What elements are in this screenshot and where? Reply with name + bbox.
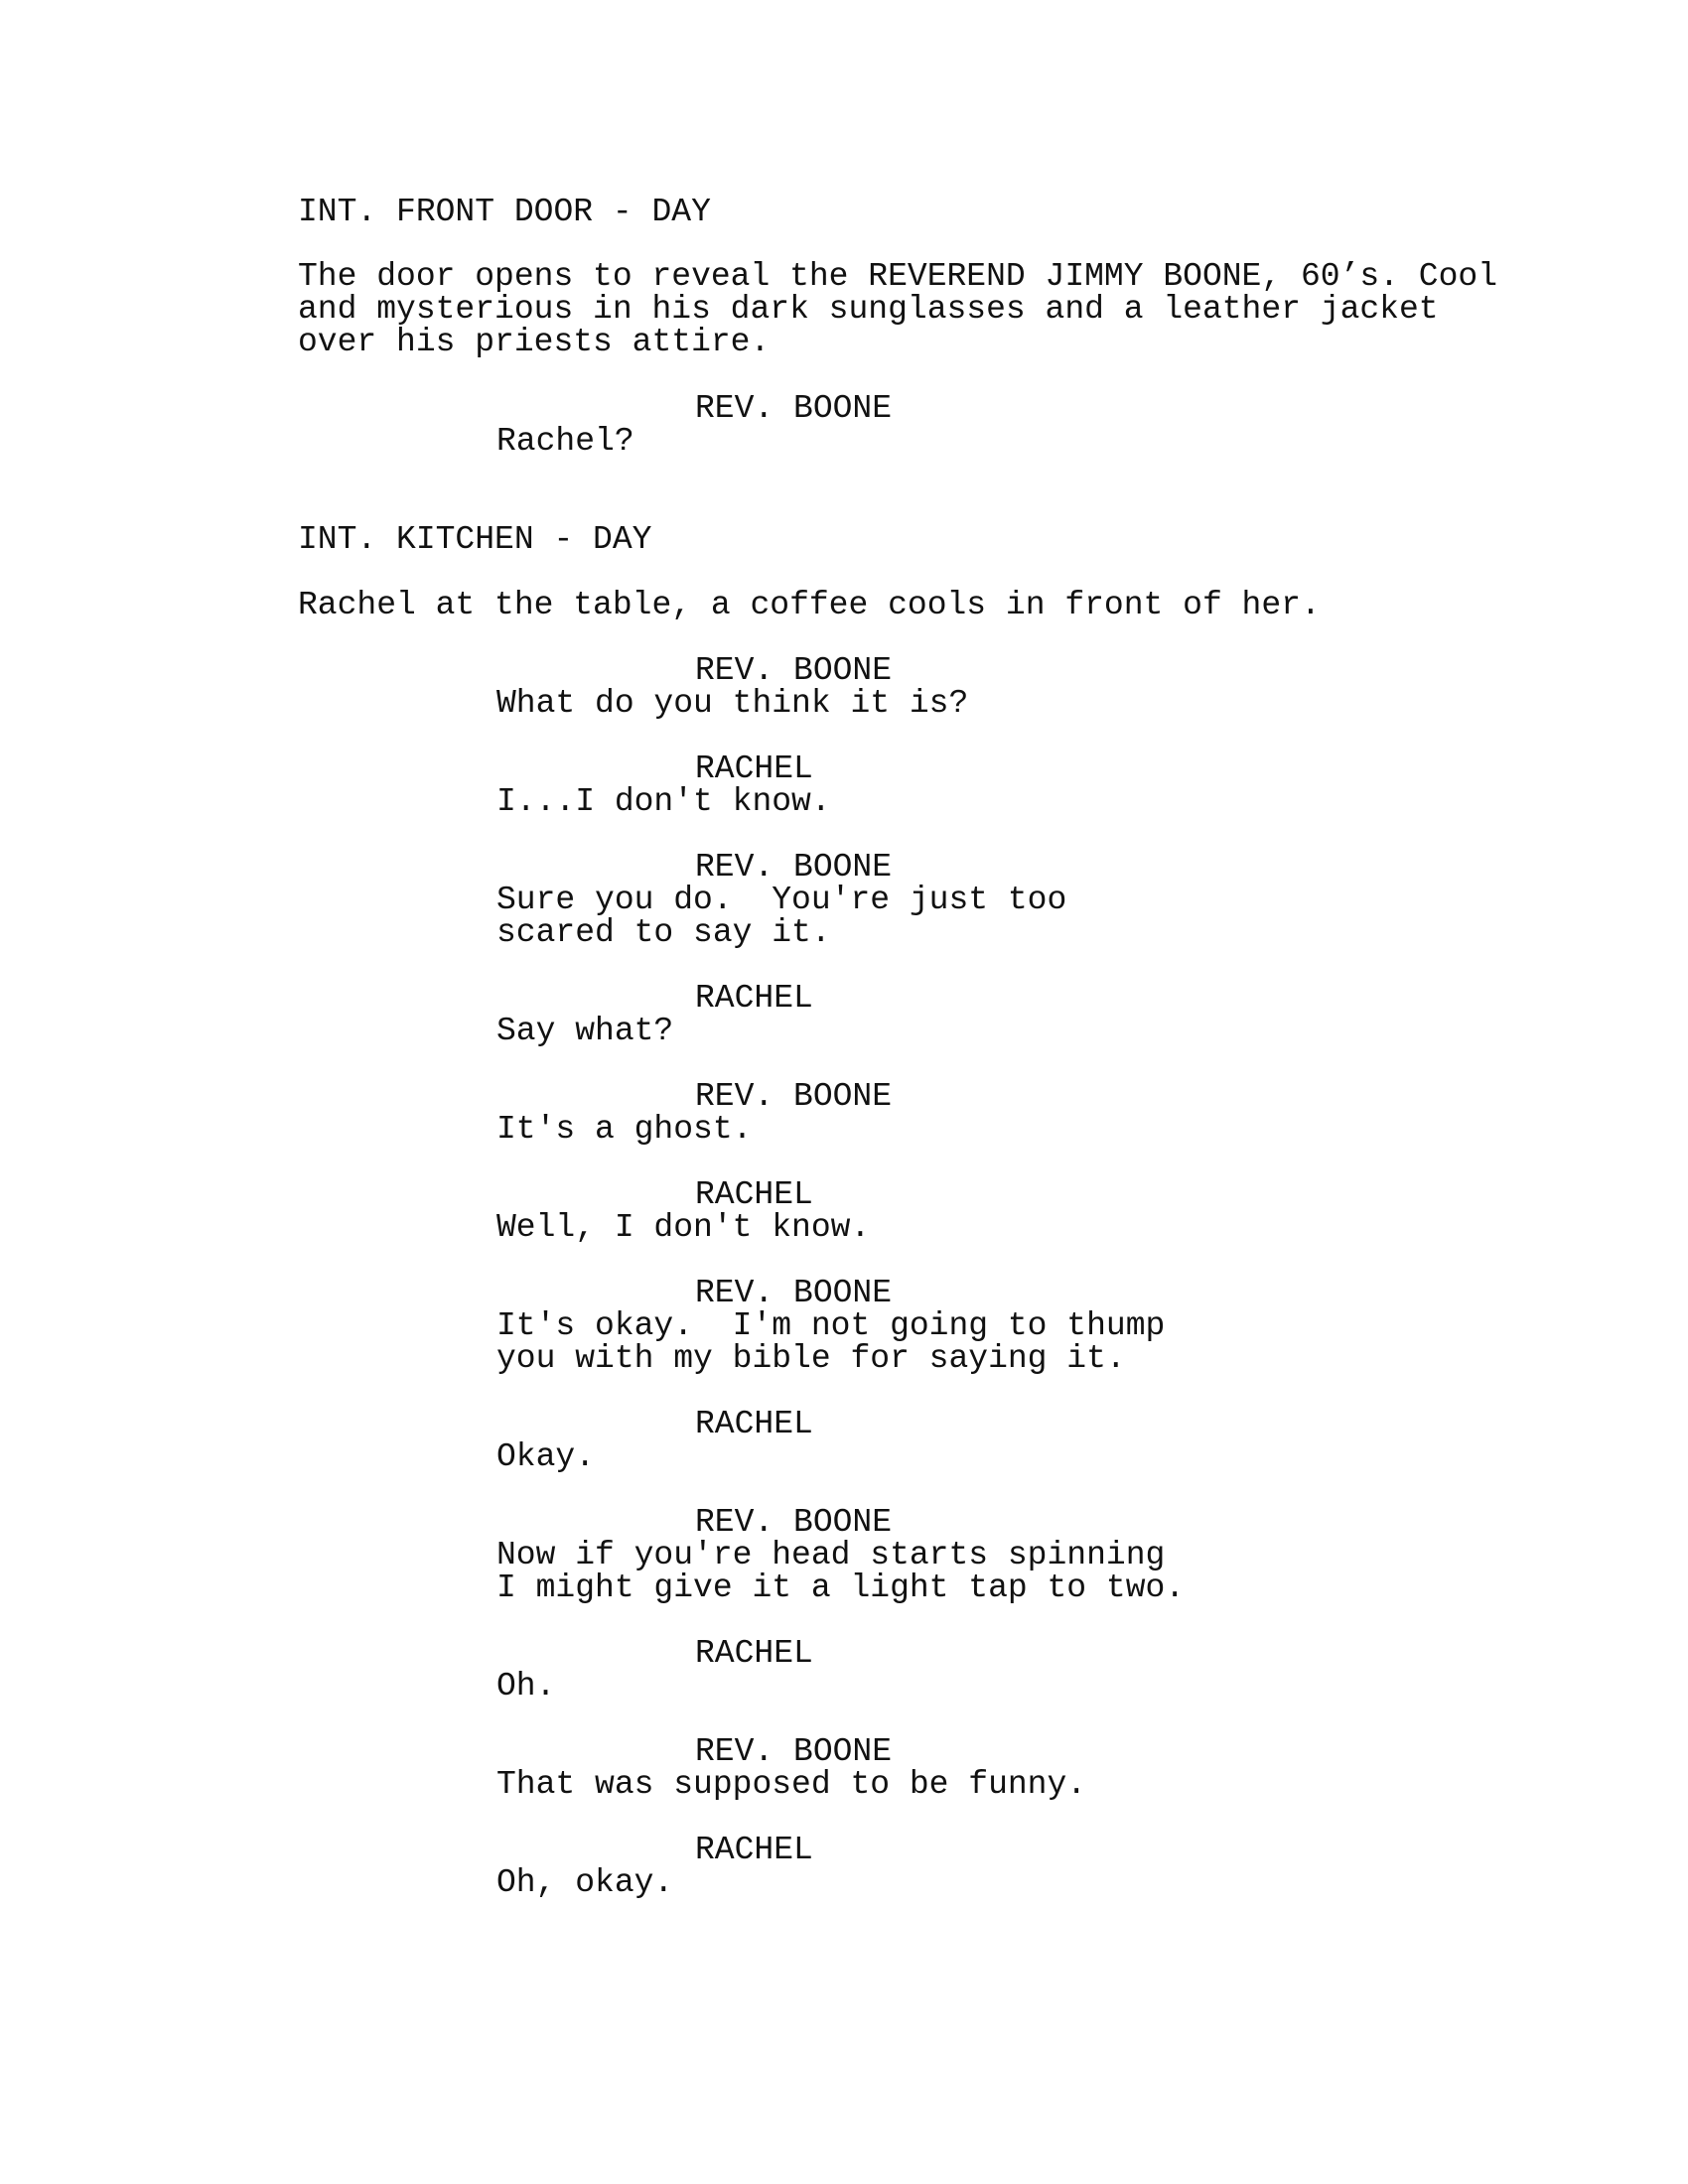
- dialogue-line: I might give it a light tap to two.: [496, 1570, 1186, 1606]
- dialogue-line: Rachel?: [496, 423, 634, 460]
- character-name: RACHEL: [695, 980, 813, 1017]
- dialogue-line: Sure you do. You're just too: [496, 882, 1067, 918]
- action-line: over his priests attire.: [298, 324, 771, 360]
- character-name: REV. BOONE: [695, 1078, 893, 1115]
- scene-heading-kitchen: INT. KITCHEN - DAY: [298, 521, 652, 558]
- character-name: REV. BOONE: [695, 390, 893, 427]
- dialogue-line: Say what?: [496, 1013, 674, 1049]
- character-name: RACHEL: [695, 1832, 813, 1868]
- character-name: REV. BOONE: [695, 849, 893, 886]
- scene-heading-front-door: INT. FRONT DOOR - DAY: [298, 194, 711, 230]
- action-line: and mysterious in his dark sunglasses and a leather jacket: [298, 291, 1439, 328]
- character-name: REV. BOONE: [695, 1733, 893, 1770]
- dialogue-line: What do you think it is?: [496, 685, 969, 722]
- dialogue-line: It's a ghost.: [496, 1111, 753, 1148]
- character-name: REV. BOONE: [695, 652, 893, 689]
- dialogue-line: I...I don't know.: [496, 783, 831, 820]
- character-name: RACHEL: [695, 1635, 813, 1672]
- character-name: REV. BOONE: [695, 1275, 893, 1311]
- character-name: RACHEL: [695, 1176, 813, 1213]
- dialogue-line: Oh, okay.: [496, 1864, 674, 1901]
- character-name: REV. BOONE: [695, 1504, 893, 1541]
- character-name: RACHEL: [695, 751, 813, 787]
- dialogue-line: Now if you're head starts spinning: [496, 1537, 1166, 1573]
- dialogue-line: Oh.: [496, 1668, 556, 1705]
- action-line: Rachel at the table, a coffee cools in front of her.: [298, 587, 1321, 623]
- dialogue-line: scared to say it.: [496, 914, 831, 951]
- character-name: RACHEL: [695, 1406, 813, 1442]
- dialogue-line: Okay.: [496, 1438, 596, 1475]
- dialogue-line: It's okay. I'm not going to thump: [496, 1307, 1166, 1344]
- dialogue-line: That was supposed to be funny.: [496, 1766, 1087, 1803]
- dialogue-line: you with my bible for saying it.: [496, 1340, 1126, 1377]
- dialogue-line: Well, I don't know.: [496, 1209, 871, 1246]
- action-line: The door opens to reveal the REVEREND JIMMY BOONE, 60’s. Cool: [298, 258, 1497, 295]
